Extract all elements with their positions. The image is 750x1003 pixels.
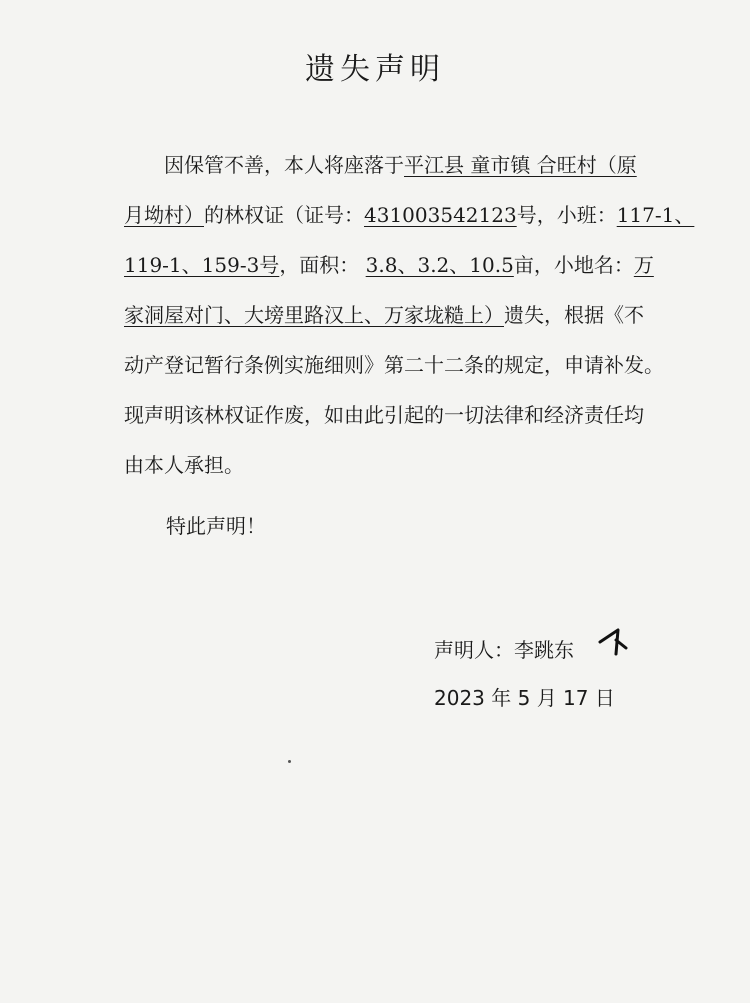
statement-text: 因保管不善，本人将座落于 (124, 153, 404, 177)
filled-field: 万 (633, 253, 654, 277)
statement-text: 遗失，根据《不 (504, 303, 644, 327)
filled-field: 月坳村） (124, 203, 204, 227)
statement-text: 现声明该林权证作废，如由此引起的一切法律和经济责任均 (124, 403, 644, 427)
statement-text: 号，小班： (516, 203, 617, 227)
ink-speck (288, 760, 291, 763)
statement-date: 2023 年 5 月 17 日 (434, 686, 615, 710)
signer-name: 李跳东 (514, 638, 574, 662)
statement-line (124, 290, 694, 340)
filled-field: 117-1、 (616, 203, 695, 227)
statement-line (124, 240, 694, 290)
statement-text: ，面积： (279, 253, 366, 277)
statement-line (124, 340, 694, 390)
statement-line (124, 390, 694, 440)
closing-remark: 特此声明！ (166, 514, 266, 538)
filled-field: 平江县 童市镇 合旺村（原 (404, 153, 637, 177)
signer-line (434, 634, 574, 663)
filled-field: 家洞屋对门、大塝里路汉上、万家垅糙上） (124, 303, 504, 327)
statement-line (124, 440, 694, 490)
statement-text: 亩，小地名： (513, 253, 634, 277)
document-title: 遗失声明 (305, 52, 445, 87)
signer-label: 声明人： (434, 638, 514, 662)
filled-field: 431003542123 (364, 203, 517, 227)
statement-text: 的林权证（证号： (204, 203, 364, 227)
statement-line (124, 140, 694, 190)
handwritten-signature-mark (596, 620, 632, 660)
statement-text: 由本人承担。 (124, 453, 244, 477)
filled-field: 119-1、159-3号 (124, 253, 280, 277)
filled-field: 3.8、3.2、10.5 (365, 253, 514, 277)
statement-text: 动产登记暂行条例实施细则》第二十二条的规定，申请补发。 (124, 353, 664, 377)
statement-line (124, 190, 694, 240)
